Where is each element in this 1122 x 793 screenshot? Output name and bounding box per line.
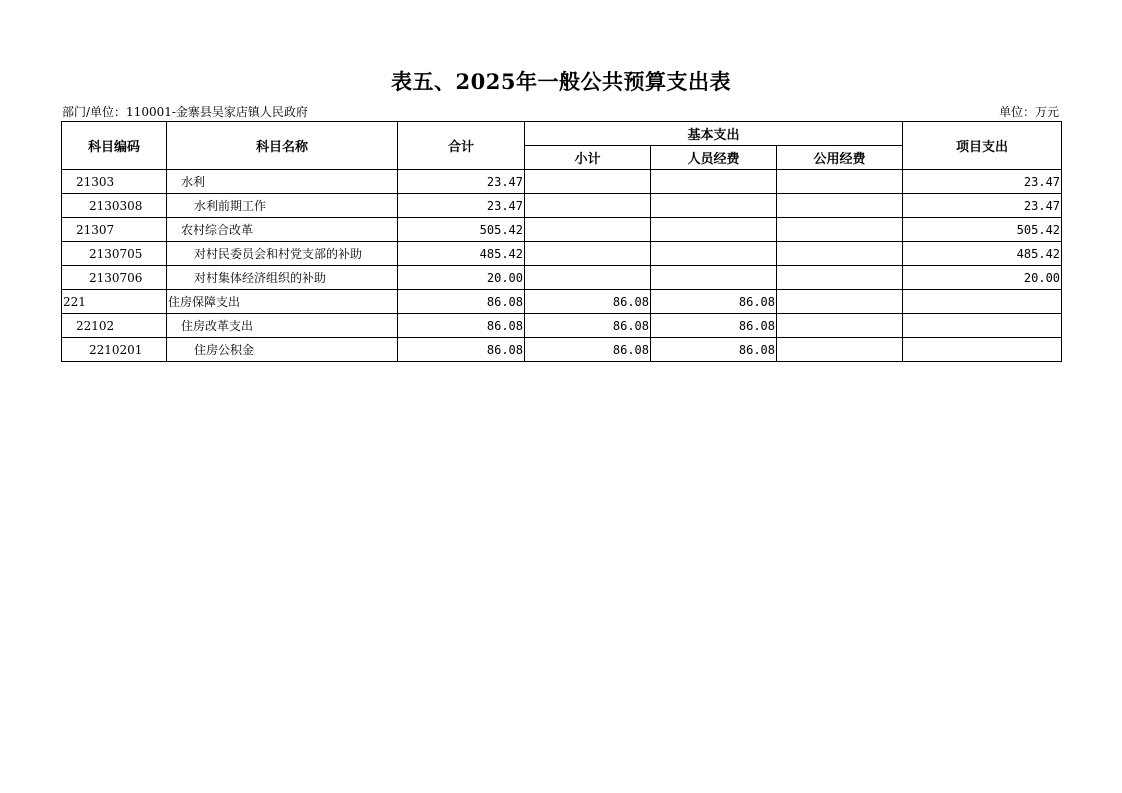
header-project: 项目支出 — [903, 122, 1062, 170]
cell-name: 对村集体经济组织的补助 — [167, 266, 398, 290]
cell-personnel: 86.08 — [651, 314, 777, 338]
cell-code: 22102 — [62, 314, 167, 338]
cell-public — [777, 170, 903, 194]
cell-subtotal — [525, 218, 651, 242]
cell-subtotal — [525, 170, 651, 194]
cell-total: 86.08 — [398, 338, 525, 362]
table-row — [62, 290, 1062, 314]
cell-project — [903, 314, 1062, 338]
cell-name: 对村民委员会和村党支部的补助 — [167, 242, 398, 266]
cell-code: 21303 — [62, 170, 167, 194]
cell-total: 23.47 — [398, 194, 525, 218]
cell-personnel: 86.08 — [651, 290, 777, 314]
cell-code: 221 — [62, 290, 167, 314]
table-row — [62, 170, 1062, 194]
department-label: 部门/单位：110001-金寨县吴家店镇人民政府 — [62, 105, 308, 119]
cell-total: 505.42 — [398, 218, 525, 242]
cell-public — [777, 338, 903, 362]
page-title: 表五、2025年一般公共预算支出表 — [391, 69, 731, 94]
cell-total: 86.08 — [398, 314, 525, 338]
budget-table-body — [62, 170, 1062, 362]
cell-public — [777, 194, 903, 218]
cell-personnel — [651, 170, 777, 194]
cell-project: 23.47 — [903, 170, 1062, 194]
cell-name: 住房保障支出 — [167, 290, 398, 314]
cell-code: 2130705 — [62, 242, 167, 266]
cell-total: 86.08 — [398, 290, 525, 314]
cell-name: 住房公积金 — [167, 338, 398, 362]
cell-personnel — [651, 194, 777, 218]
cell-subtotal: 86.08 — [525, 338, 651, 362]
cell-name: 水利前期工作 — [167, 194, 398, 218]
cell-project — [903, 290, 1062, 314]
cell-personnel — [651, 242, 777, 266]
cell-personnel — [651, 266, 777, 290]
cell-project: 505.42 — [903, 218, 1062, 242]
header-basic: 基本支出 — [525, 122, 903, 146]
table-row — [62, 242, 1062, 266]
cell-code: 2130706 — [62, 266, 167, 290]
table-row — [62, 266, 1062, 290]
cell-personnel — [651, 218, 777, 242]
cell-code: 2210201 — [62, 338, 167, 362]
cell-total: 20.00 — [398, 266, 525, 290]
budget-table — [61, 121, 1062, 362]
cell-subtotal — [525, 242, 651, 266]
cell-code: 21307 — [62, 218, 167, 242]
header-subtotal: 小计 — [525, 146, 651, 170]
cell-project: 485.42 — [903, 242, 1062, 266]
header-personnel: 人员经费 — [651, 146, 777, 170]
unit-label: 单位：万元 — [998, 105, 1059, 119]
cell-name: 水利 — [167, 170, 398, 194]
cell-public — [777, 218, 903, 242]
cell-public — [777, 242, 903, 266]
header-name: 科目名称 — [167, 122, 398, 170]
cell-personnel: 86.08 — [651, 338, 777, 362]
header-public: 公用经费 — [777, 146, 903, 170]
cell-subtotal — [525, 266, 651, 290]
cell-public — [777, 314, 903, 338]
cell-subtotal: 86.08 — [525, 290, 651, 314]
table-row — [62, 218, 1062, 242]
cell-public — [777, 266, 903, 290]
cell-project: 23.47 — [903, 194, 1062, 218]
table-row — [62, 194, 1062, 218]
cell-public — [777, 290, 903, 314]
header-total: 合计 — [398, 122, 525, 170]
cell-total: 485.42 — [398, 242, 525, 266]
table-row — [62, 338, 1062, 362]
cell-subtotal — [525, 194, 651, 218]
cell-subtotal: 86.08 — [525, 314, 651, 338]
cell-project: 20.00 — [903, 266, 1062, 290]
cell-project — [903, 338, 1062, 362]
cell-name: 农村综合改革 — [167, 218, 398, 242]
table-row — [62, 314, 1062, 338]
cell-total: 23.47 — [398, 170, 525, 194]
cell-name: 住房改革支出 — [167, 314, 398, 338]
cell-code: 2130308 — [62, 194, 167, 218]
header-code: 科目编码 — [62, 122, 167, 170]
